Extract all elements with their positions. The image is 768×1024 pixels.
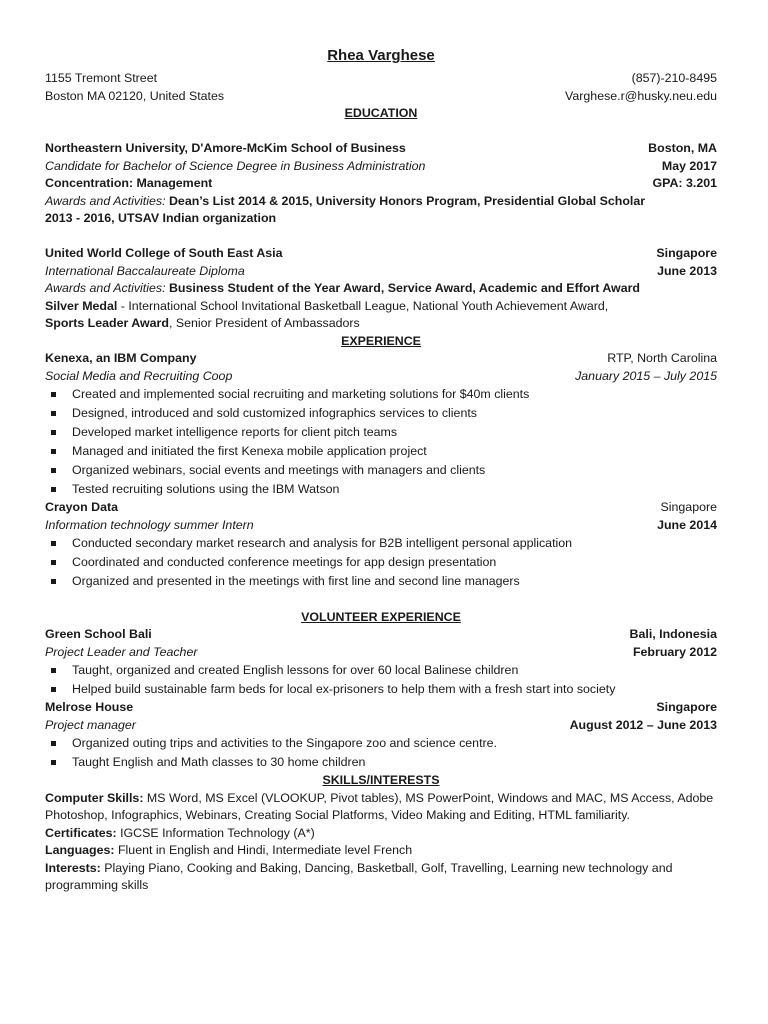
- awards-line: [45, 193, 717, 211]
- org-name: Green School Bali: [45, 627, 152, 641]
- education-entry-neu: [45, 140, 717, 228]
- awards-label: Awards and Activities:: [45, 281, 166, 295]
- list-item: Created and implemented social recruiting and marketing solutions for $40m clients: [45, 385, 717, 404]
- job-dates: January 2015 – July 2015: [575, 368, 717, 383]
- spacer: [45, 123, 717, 141]
- job-role: Social Media and Recruiting Coop: [45, 368, 233, 383]
- computer-skills-line: [45, 790, 717, 808]
- volunteer-dates: February 2012: [632, 644, 717, 659]
- school-name: Northeastern University, D'Amore-McKim School of Business: [45, 141, 406, 155]
- school-name: United World College of South East Asia: [45, 246, 283, 260]
- spacer: [45, 591, 717, 609]
- company-name: Crayon Data: [45, 500, 118, 514]
- graduation-date: May 2017: [661, 158, 717, 173]
- school-location: Singapore: [656, 246, 717, 260]
- job-location: Singapore: [660, 500, 717, 514]
- certificates-label: Certificates:: [45, 825, 117, 840]
- graduation-date: June 2013: [657, 263, 717, 278]
- bullet-list: [45, 661, 717, 699]
- list-item: Organized outing trips and activities to the Singapore zoo and science centre.: [45, 734, 717, 753]
- languages-value: Fluent in English and Hindi, Intermediate level French: [114, 843, 413, 857]
- awards-text: Dean’s List 2014 & 2015, University Honors Program, Presidential Global Scholar: [168, 193, 646, 208]
- contact-row-1: [45, 70, 717, 88]
- awards-line-continued: 2013 - 2016, UTSAV Indian organization: [45, 211, 277, 225]
- list-item: Organized webinars, social events and meetings with managers and clients: [45, 461, 717, 480]
- list-item: Managed and initiated the first Kenexa mobile application project: [45, 442, 717, 461]
- section-title-experience: EXPERIENCE: [341, 333, 421, 348]
- concentration: Concentration: Management: [45, 176, 213, 190]
- volunteer-role: Project manager: [45, 717, 136, 732]
- job-role: Information technology summer Intern: [45, 517, 254, 532]
- award-highlight: Sports Leader Award: [45, 316, 169, 330]
- address-line-2: Boston MA 02120, United States: [45, 88, 225, 103]
- certificates-line: [45, 825, 717, 843]
- award-detail: - International School Invitational Basketball League, National Youth Achievement Award,: [117, 298, 609, 313]
- list-item: Organized and presented in the meetings with first line and second line managers: [45, 572, 717, 591]
- interests-label: Interests:: [45, 860, 101, 875]
- computer-skills-continued: Photoshop, Infographics, Webinars, Creating Social Platforms, Video Making and Editing, HTML familiarity.: [45, 808, 630, 822]
- org-location: Bali, Indonesia: [629, 627, 717, 641]
- school-location: Boston, MA: [648, 141, 717, 155]
- list-item: Tested recruiting solutions using the IBM Watson: [45, 480, 717, 499]
- volunteer-dates: August 2012 – June 2013: [569, 717, 717, 732]
- certificates-value: IGCSE Information Technology (A*): [116, 825, 315, 840]
- bullet-list: [45, 734, 717, 772]
- skills-block: [45, 790, 717, 895]
- list-item: Taught, organized and created English lessons for over 60 local Balinese children: [45, 661, 717, 680]
- interests-value: Playing Piano, Cooking and Baking, Dancing, Basketball, Golf, Travelling, Learning new technology and: [100, 860, 673, 875]
- awards-line-continued: [45, 315, 717, 333]
- award-detail: , Senior President of Ambassadors: [168, 316, 360, 330]
- job-location: RTP, North Carolina: [607, 351, 717, 365]
- experience-entry-crayon: [45, 499, 717, 591]
- list-item: Conducted secondary market research and analysis for B2B intelligent personal application: [45, 534, 717, 553]
- contact-row-2: [45, 88, 717, 106]
- job-dates: June 2014: [657, 517, 717, 532]
- interests-continued: programming skills: [45, 878, 149, 892]
- volunteer-role: Project Leader and Teacher: [45, 644, 198, 659]
- degree: Candidate for Bachelor of Science Degree in Business Administration: [45, 158, 426, 173]
- interests-line: [45, 860, 717, 878]
- address-line-1: 1155 Tremont Street: [45, 71, 158, 85]
- award-highlight: Silver Medal: [45, 298, 118, 313]
- volunteer-entry-melrose: [45, 699, 717, 772]
- bullet-list: [45, 534, 717, 591]
- org-name: Melrose House: [45, 700, 134, 714]
- skills-label: Computer Skills:: [45, 790, 144, 805]
- email-address: Varghese.r@husky.neu.edu: [565, 88, 717, 103]
- resume-name: Rhea Varghese: [327, 47, 435, 64]
- company-name: Kenexa, an IBM Company: [45, 351, 197, 365]
- section-title-education: EDUCATION: [344, 106, 418, 120]
- awards-label: Awards and Activities:: [45, 193, 166, 208]
- gpa: GPA: 3.201: [652, 176, 717, 190]
- awards-text: Business Student of the Year Award, Service Award, Academic and Effort Award: [168, 281, 640, 295]
- education-entry-uwc: [45, 245, 717, 333]
- languages-label: Languages:: [45, 843, 115, 857]
- experience-entry-kenexa: [45, 350, 717, 499]
- list-item: Taught English and Math classes to 30 home children: [45, 753, 717, 772]
- skills-value: MS Word, MS Excel (VLOOKUP, Pivot tables), MS PowerPoint, Windows and MAC, MS Access, Adobe: [143, 790, 714, 805]
- phone-number: (857)-210-8495: [631, 71, 717, 85]
- section-title-skills: SKILLS/INTERESTS: [322, 773, 440, 787]
- bullet-list: [45, 385, 717, 499]
- awards-line: [45, 280, 717, 298]
- spacer: [45, 228, 717, 246]
- awards-line-continued: [45, 298, 717, 316]
- volunteer-entry-green-school: [45, 626, 717, 699]
- section-title-volunteer: VOLUNTEER EXPERIENCE: [301, 609, 461, 624]
- list-item: Designed, introduced and sold customized infographics services to clients: [45, 404, 717, 423]
- languages-line: [45, 842, 717, 860]
- list-item: Helped build sustainable farm beds for local ex-prisoners to help them with a fresh start into society: [45, 680, 717, 699]
- resume-page: [45, 46, 717, 895]
- list-item: Developed market intelligence reports for client pitch teams: [45, 423, 717, 442]
- degree: International Baccalaureate Diploma: [45, 263, 245, 278]
- org-location: Singapore: [656, 700, 717, 714]
- list-item: Coordinated and conducted conference meetings for app design presentation: [45, 553, 717, 572]
